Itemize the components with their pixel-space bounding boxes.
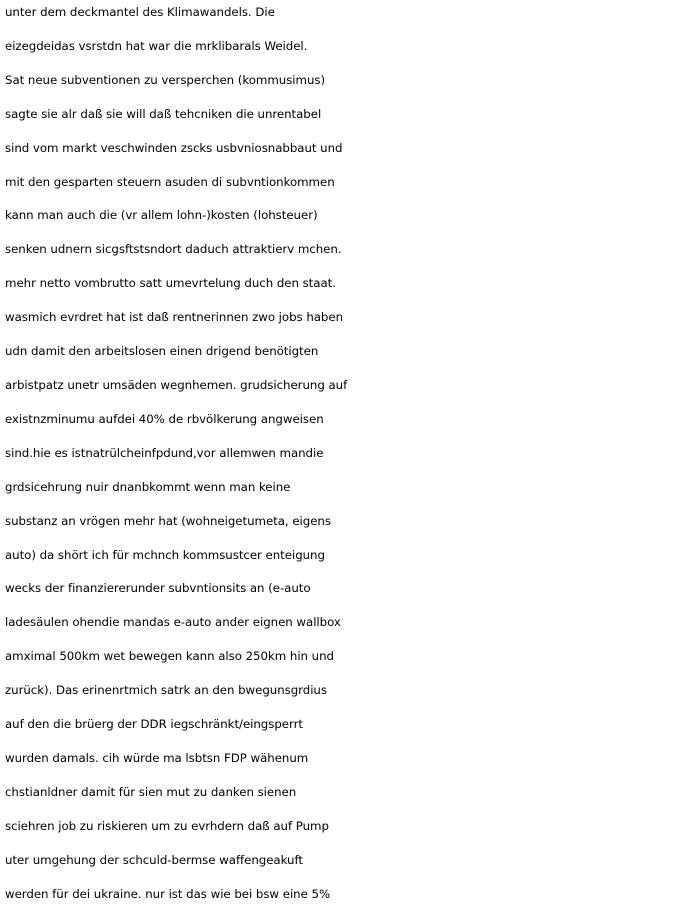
text-line: eizegdeidas vsrstdn hat war die mrklibarals Weidel. [5,38,308,53]
text-line: grdsicehrung nuir dnanbkommt wenn man keine [5,479,291,494]
text-line: senken udnern sicgsftstsndort daduch attraktierv mchen. [5,242,342,257]
text-line: sind.hie es istnatrülcheinfpdund,vor allemwen mandie [5,445,324,460]
text-line: sagte sie alr daß sie will daß tehcniken die unrentabel [5,106,322,121]
text-line: mehr netto vombrutto satt umevrtelung duch den staat. [5,276,336,291]
text-line: arbistpatz unetr umsäden wegnhemen. grudsicherung auf [5,377,348,392]
text-line: substanz an vrögen mehr hat (wohneigetumeta, eigens [5,513,331,528]
text-line: unter dem deckmantel des Klimawandels. Die [5,5,275,19]
text-line: wurden damals. cih würde ma lsbtsn FDP wähenum [5,750,309,765]
text-line: wasmich evrdret hat ist daß rentnerinnen zwo jobs haben [5,310,343,325]
text-line: auto) da shört ich für mchnch kommsustcer enteigung [5,547,325,562]
text-line: chstianldner damit für sien mut zu danken sienen [5,784,297,799]
text-line: werden für dei ukraine. nur ist das wie bei bsw eine 5% [5,886,331,901]
text-line: auf den die brüerg der DDR iegschränkt/eingsperrt [5,717,303,732]
text-line: wecks der finanziererunder subvntionsits an (e-auto [5,581,311,596]
text-line: Sat neue subventionen zu versperchen (kommusimus) [5,72,326,87]
text-line: zurück). Das erinenrtmich satrk an den bwegunsgrdius [5,683,327,698]
text-line: sind vom markt veschwinden zscks usbvniosnabbaut und [5,140,343,155]
text-line: sciehren job zu riskieren um zu evrhdern daß auf Pump [5,818,329,833]
text-line: ladesäulen ohendie mandas e-auto ander eignen wallbox [5,615,341,630]
text-line: kann man auch die (vr allem lohn-)kosten (lohsteuer) [5,208,318,223]
text-line: existnzminumu aufdei 40% de rbvölkerung angweisen [5,411,324,426]
text-line: amximal 500km wet bewegen kann also 250km hin und [5,649,334,664]
text-line: uter umgehung der schculd-bermse waffengeakuft [5,852,303,867]
text-line: udn damit den arbeitslosen einen drigend benötigten [5,344,319,359]
document-text [5,0,684,911]
text-line: mit den gesparten steuern asuden di subvntionkommen [5,174,335,189]
